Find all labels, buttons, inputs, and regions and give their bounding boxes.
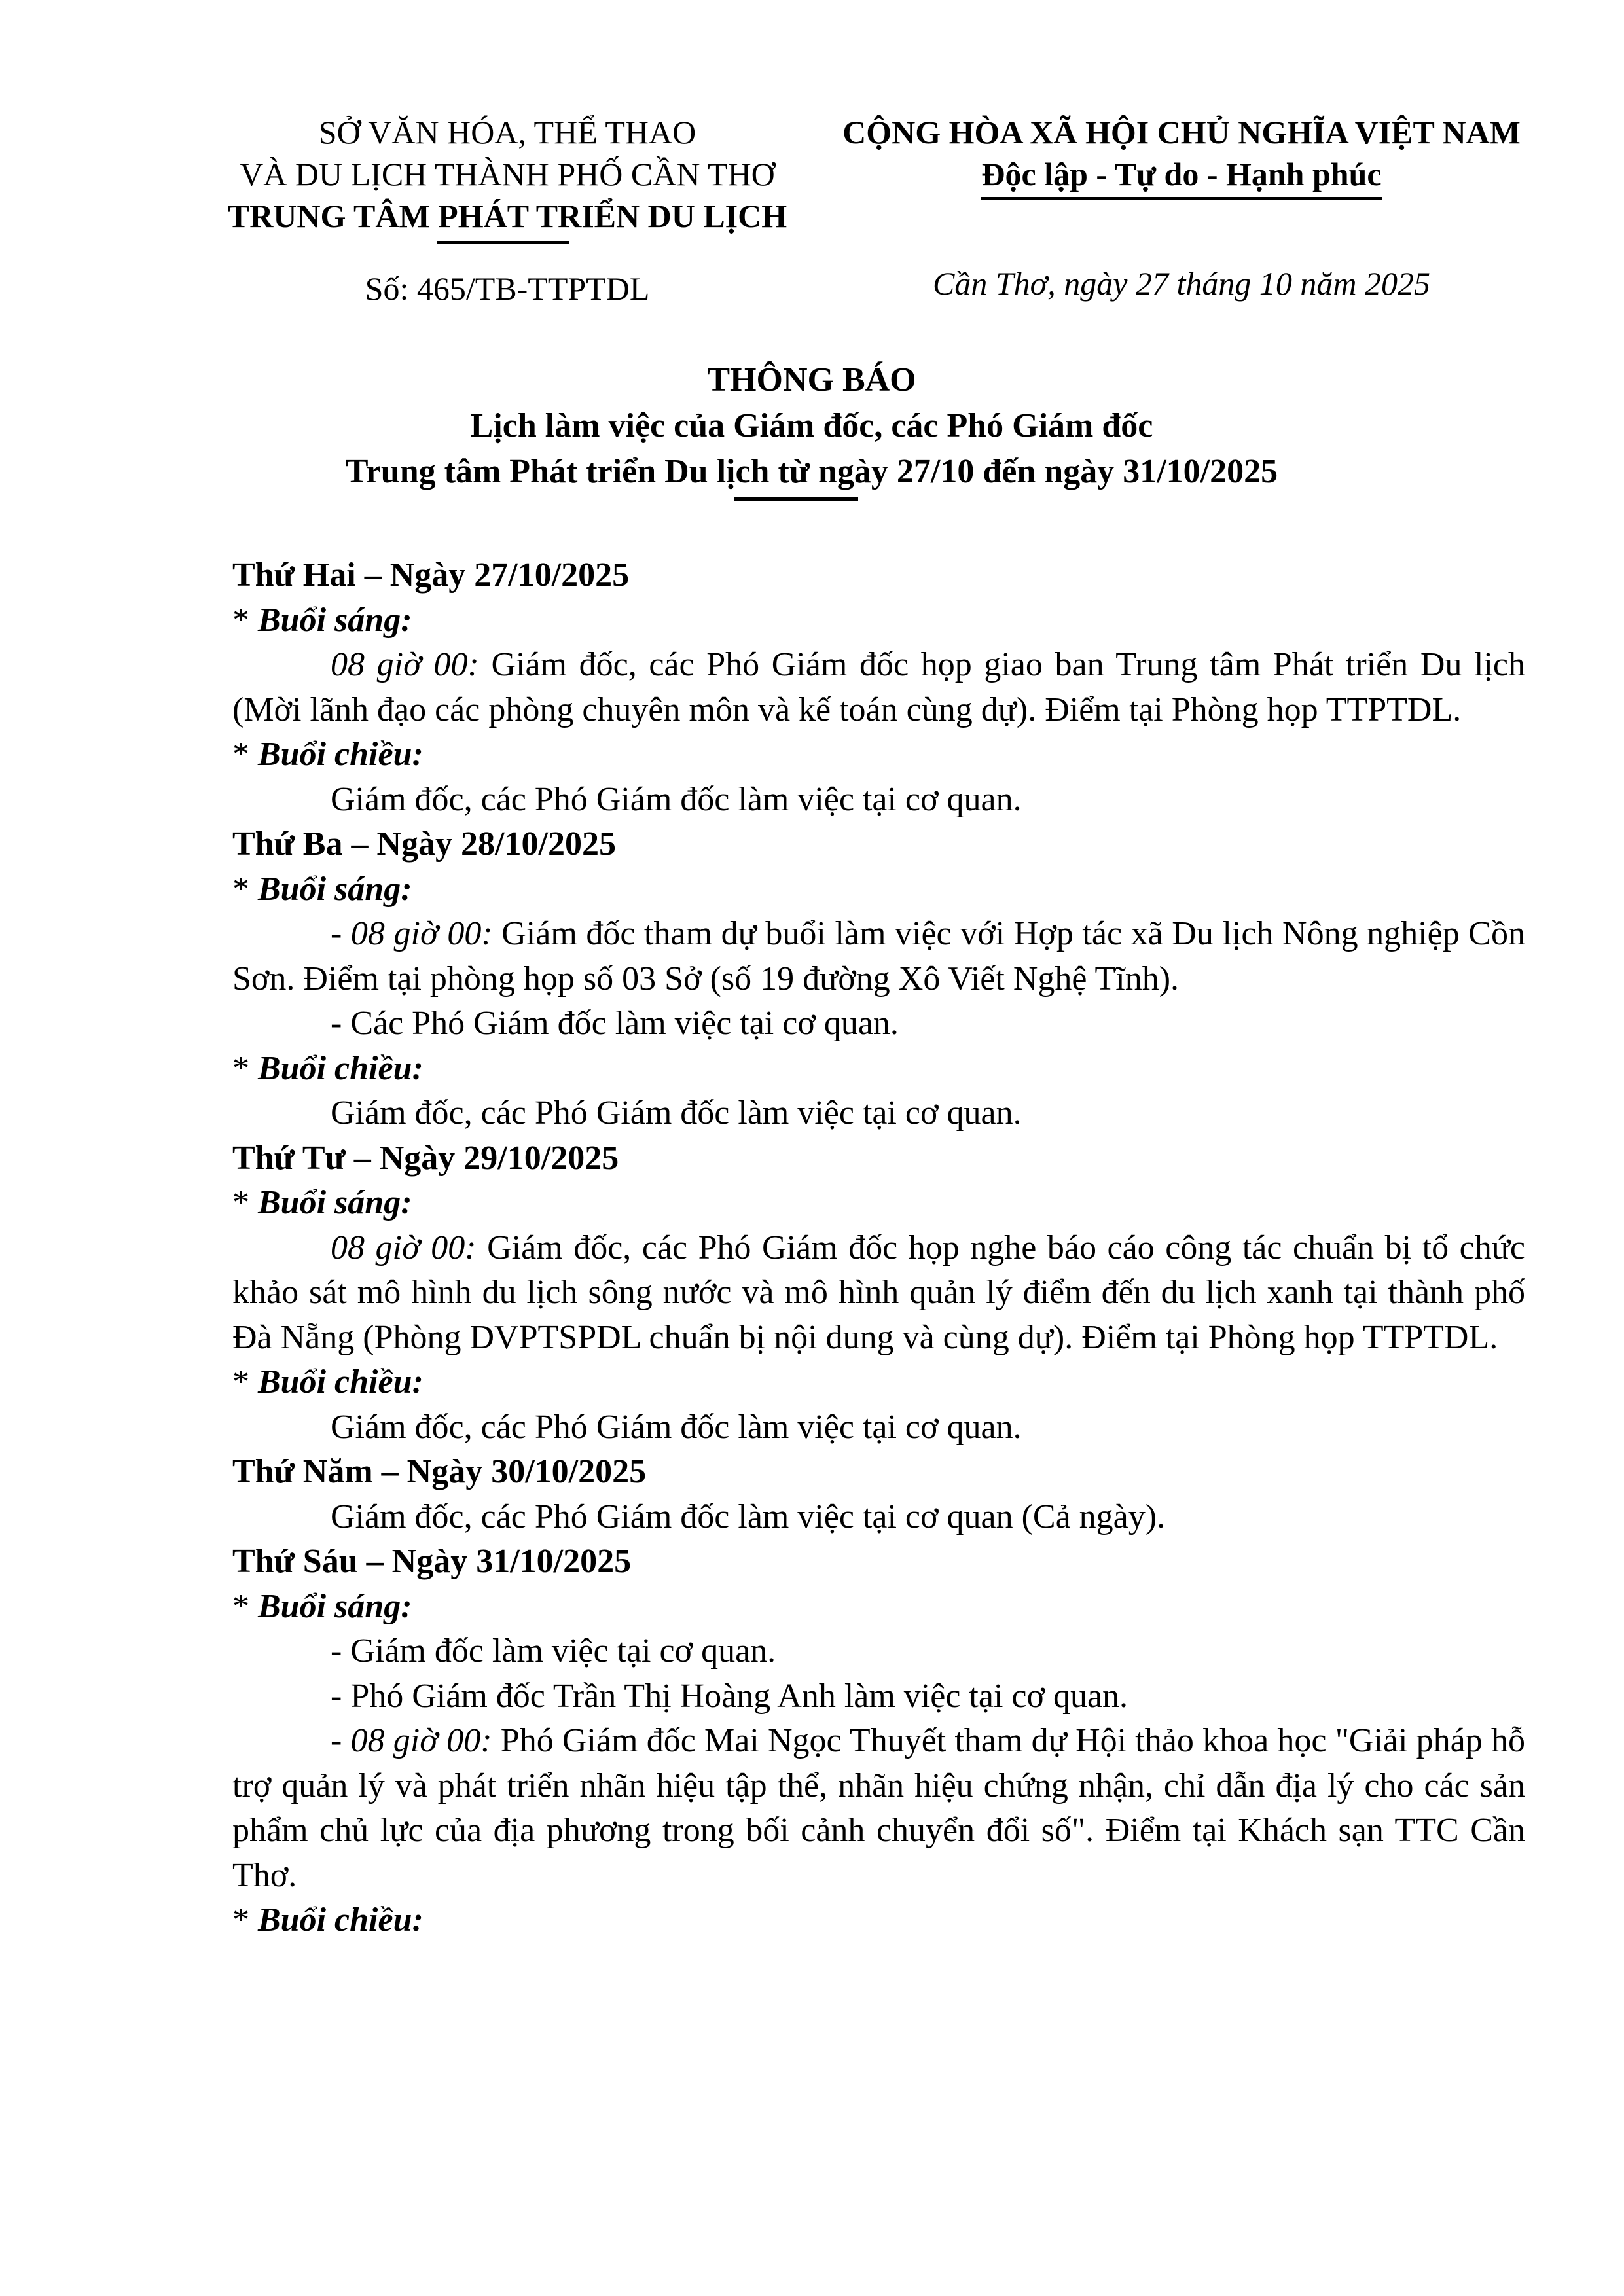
bullet-star: * [232, 1184, 249, 1221]
session-morning-label [232, 598, 1525, 643]
agency-line-1: SỞ VĂN HÓA, THỂ THAO [318, 114, 696, 151]
schedule-item [232, 643, 1525, 732]
title-line-2: Lịch làm việc của Giám đốc, các Phó Giám đốc [470, 407, 1153, 444]
session-label-text: Buổi chiều: [258, 736, 424, 773]
item-dash: - [331, 1677, 351, 1715]
item-time: 08 giờ 00: [350, 1722, 492, 1759]
day-heading: Thứ Sáu – Ngày 31/10/2025 [232, 1543, 632, 1580]
item-text: Giám đốc tham dự buổi làm việc với Hợp tác xã Du lịch Nông nghiệp Cồn Sơn. Điểm tại phòng họp số 03 Sở (số 19 đường Xô Viết Nghệ Tĩnh). [232, 915, 1525, 997]
item-time: 08 giờ 00: [350, 915, 493, 952]
schedule-item [232, 912, 1525, 1001]
item-text: Giám đốc làm việc tại cơ quan. [350, 1632, 776, 1670]
item-text: Phó Giám đốc Trần Thị Hoàng Anh làm việc tại cơ quan. [350, 1677, 1128, 1715]
country-name: CỘNG HÒA XÃ HỘI CHỦ NGHĨA VIỆT NAM [842, 114, 1521, 151]
item-text: Phó Giám đốc Mai Ngọc Thuyết tham dự Hội thảo khoa học "Giải pháp hỗ trợ quản lý và phát triển nhãn hiệu tập thể, nhãn hiệu chứng nhận, chỉ dẫn địa lý cho các sản phẩm chủ lực của địa phương trong bối cảnh chuyển đổi số". Điểm tại Khách sạn TTC Cần Thơ. [232, 1722, 1525, 1894]
bullet-star: * [232, 1587, 249, 1625]
title-underline [734, 497, 858, 501]
bullet-star: * [232, 736, 249, 773]
place-and-date: Cần Thơ, ngày 27 tháng 10 năm 2025 [932, 265, 1431, 302]
bullet-star: * [232, 601, 249, 639]
session-morning-label [232, 1181, 1525, 1226]
schedule-item [232, 1226, 1525, 1361]
national-header-block [815, 111, 1548, 200]
session-afternoon-label [232, 1898, 1525, 1943]
schedule-item [232, 1001, 1525, 1047]
item-dash: - [331, 1722, 351, 1759]
session-label-text: Buổi sáng: [258, 1184, 412, 1221]
day-heading: Thứ Tư – Ngày 29/10/2025 [232, 1139, 619, 1177]
item-text: Giám đốc, các Phó Giám đốc họp giao ban Trung tâm Phát triển Du lịch (Mời lãnh đạo các phòng chuyên môn và kế toán cùng dự). Điểm tại Phòng họp TTPTDL. [232, 646, 1525, 728]
item-time: 08 giờ 00: [331, 646, 479, 683]
session-label-text: Buổi sáng: [258, 601, 412, 639]
day-heading: Thứ Hai – Ngày 27/10/2025 [232, 556, 630, 594]
document-title-block [196, 357, 1427, 501]
item-text: Giám đốc, các Phó Giám đốc họp nghe báo cáo công tác chuẩn bị tổ chức khảo sát mô hình du lịch sông nước và mô hình quản lý điểm đến du lịch xanh tại thành phố Đà Nẵng (Phòng DVPTSPDL chuẩn bị nội dung và cùng dự). Điểm tại Phòng họp TTPTDL. [232, 1229, 1525, 1356]
schedule-item [232, 1629, 1525, 1674]
item-text: Các Phó Giám đốc làm việc tại cơ quan. [350, 1005, 899, 1042]
session-afternoon-label [232, 1360, 1525, 1405]
day-heading: Thứ Năm – Ngày 30/10/2025 [232, 1453, 647, 1490]
bullet-star: * [232, 1363, 249, 1401]
bullet-star: * [232, 870, 249, 908]
item-dash: - [331, 915, 351, 952]
item-dash: - [331, 1632, 351, 1670]
title-line-3: Trung tâm Phát triển Du lịch từ ngày 27/10 đến ngày 31/10/2025 [345, 453, 1278, 490]
day-heading: Thứ Ba – Ngày 28/10/2025 [232, 825, 616, 863]
schedule-item: Giám đốc, các Phó Giám đốc làm việc tại cơ quan. [331, 1094, 1022, 1132]
document-type: THÔNG BÁO [707, 361, 916, 399]
bullet-star: * [232, 1901, 249, 1939]
session-morning-label [232, 1585, 1525, 1630]
session-label-text: Buổi chiều: [258, 1363, 424, 1401]
session-label-text: Buổi sáng: [258, 1587, 412, 1625]
unit-underline [437, 241, 569, 244]
bullet-star: * [232, 1049, 249, 1087]
schedule-body [232, 553, 1525, 1943]
issuing-unit: TRUNG TÂM PHÁT TRIỂN DU LỊCH [227, 198, 787, 234]
schedule-item: Giám đốc, các Phó Giám đốc làm việc tại cơ quan (Cả ngày). [331, 1498, 1166, 1535]
session-label-text: Buổi sáng: [258, 870, 412, 908]
agency-line-2: VÀ DU LỊCH THÀNH PHỐ CẦN THƠ [240, 156, 775, 192]
national-motto: Độc lập - Tự do - Hạnh phúc [981, 155, 1381, 200]
schedule-item [232, 1674, 1525, 1719]
schedule-item [232, 1719, 1525, 1898]
session-morning-label [232, 867, 1525, 912]
schedule-item: Giám đốc, các Phó Giám đốc làm việc tại cơ quan. [331, 1408, 1022, 1446]
issuing-agency-block [177, 111, 838, 244]
session-label-text: Buổi chiều: [258, 1049, 424, 1087]
session-afternoon-label [232, 1047, 1525, 1092]
schedule-item: Giám đốc, các Phó Giám đốc làm việc tại cơ quan. [331, 780, 1022, 818]
item-time: 08 giờ 00: [331, 1229, 477, 1266]
document-number: Số: 465/TB-TTPTDL [365, 270, 650, 307]
session-afternoon-label [232, 732, 1525, 778]
session-label-text: Buổi chiều: [258, 1901, 424, 1939]
item-dash: - [331, 1005, 351, 1042]
